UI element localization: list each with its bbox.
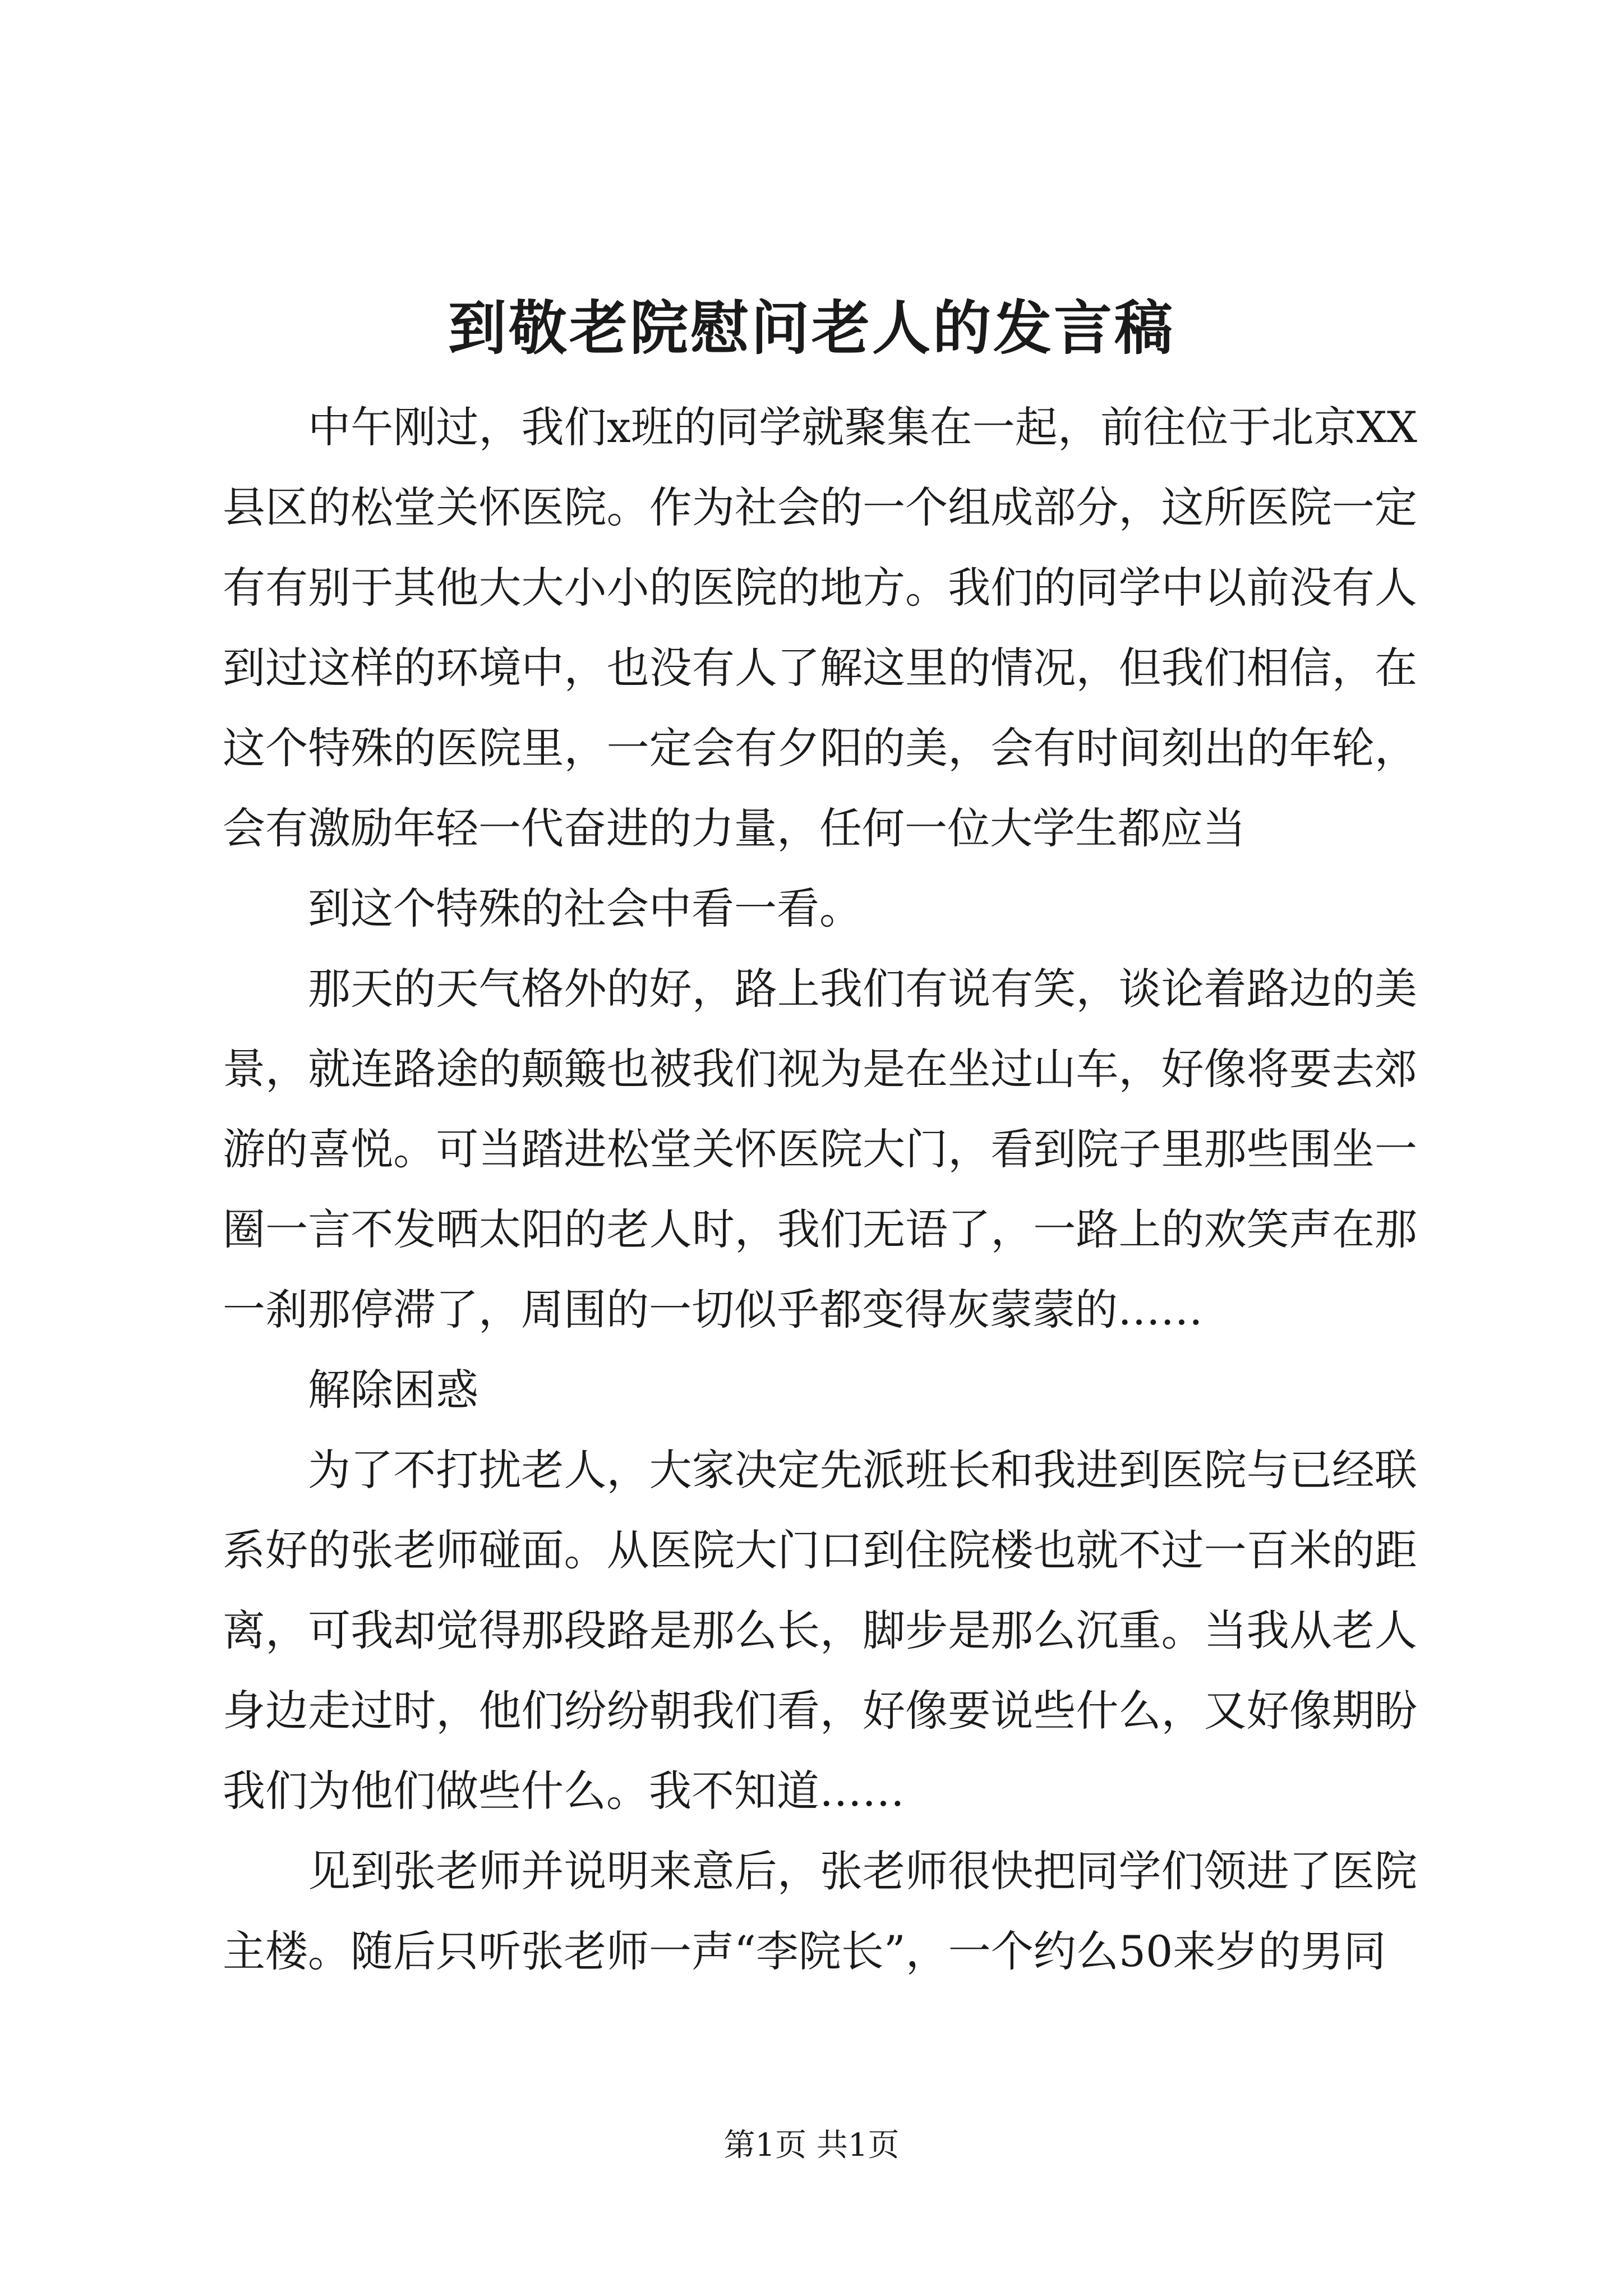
page-number-footer: 第1页 共1页 (723, 2127, 900, 2164)
paragraph-5: 见到张老师并说明来意后，张老师很快把同学们领进了医院主楼。随后只听张老师一声“李院长”，一个约么50来岁的男同 (223, 1846, 1417, 1976)
document-body (223, 387, 1417, 1991)
paragraph-1: 中午刚过，我们x班的同学就聚集在一起，前往位于北京XX县区的松堂关怀医院。作为社会的一个组成部分，这所医院一定有有别于其他大大小小的医院的地方。我们的同学中以前没有人到过这样的环境中，也没有人了解这里的情况，但我们相信，在这个特殊的医院里，一定会有夕阳的美，会有时间刻出的年轮，会有激励年轻一代奋进的力量，任何一位大学生都应当 (223, 402, 1417, 853)
paragraph-3: 那天的天气格外的好，路上我们有说有笑，谈论着路边的美景，就连路途的颠簸也被我们视为是在坐过山车，好像将要去郊游的喜悦。可当踏进松堂关怀医院大门，看到院子里那些围坐一圈一言不发晒太阳的老人时，我们无语了，一路上的欢笑声在那一刹那停滞了，周围的一切似乎都变得灰蒙蒙的…… (223, 964, 1417, 1335)
section-heading-clearing-confusion: 解除困惑 (308, 1365, 478, 1415)
paragraph-2: 到这个特殊的社会中看一看。 (308, 884, 862, 933)
paragraph-4: 为了不打扰老人，大家决定先派班长和我进到医院与已经联系好的张老师碰面。从医院大门口到住院楼也就不过一百米的距离，可我却觉得那段路是那么长，脚步是那么沉重。当我从老人身边走过时，他们纷纷朝我们看，好像要说些什么，又好像期盼我们为他们做些什么。我不知道…… (223, 1445, 1417, 1816)
document-title: 到敬老院慰问老人的发言稿 (448, 293, 1175, 362)
